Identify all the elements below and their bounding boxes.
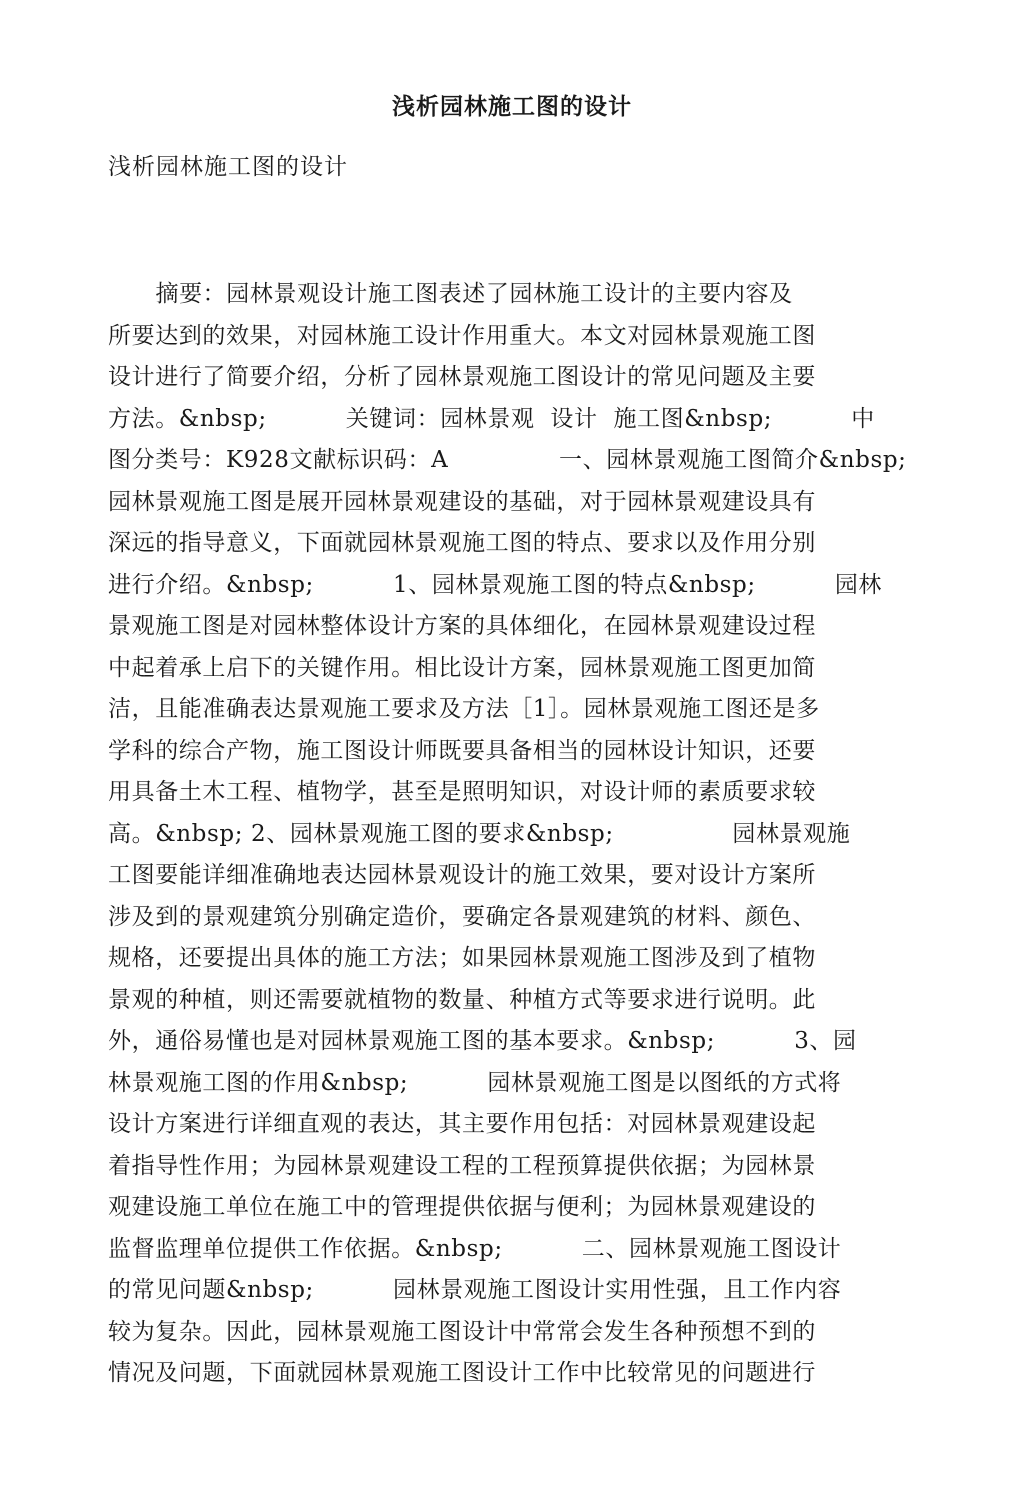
body-line: 着指导性作用；为园林景观建设工程的工程预算提供依据；为园林景 [108, 1152, 816, 1179]
body-line: 所要达到的效果，对园林施工设计作用重大。本文对园林景观施工图 [108, 322, 816, 349]
document-title: 浅析园林施工图的设计 [392, 93, 632, 120]
body-line: 高。&nbsp; 2、园林景观施工图的要求&nbsp; 园林景观施 [108, 820, 851, 847]
body-line: 设计进行了简要介绍，分析了园林景观施工图设计的常见问题及主要 [108, 364, 816, 390]
body-line: 情况及问题，下面就园林景观施工图设计工作中比较常见的问题进行 [108, 1360, 816, 1386]
body-line: 景观施工图是对园林整体设计方案的具体细化，在园林景观建设过程 [108, 613, 816, 639]
body-line: 监督监理单位提供工作依据。&nbsp; 二、园林景观施工图设计 [108, 1235, 842, 1262]
body-line: 中起着承上启下的关键作用。相比设计方案，园林景观施工图更加简 [108, 654, 816, 681]
body-line: 园林景观施工图是展开园林景观建设的基础，对于园林景观建设具有 [108, 488, 816, 515]
body-line: 进行介绍。&nbsp; 1、园林景观施工图的特点&nbsp; 园林 [108, 571, 883, 598]
body-line: 外，通俗易懂也是对园林景观施工图的基本要求。&nbsp; 3、园 [108, 1028, 857, 1054]
body-line: 观建设施工单位在施工中的管理提供依据与便利；为园林景观建设的 [108, 1194, 816, 1220]
body-text [108, 274, 928, 1395]
body-line: 较为复杂。因此，园林景观施工图设计中常常会发生各种预想不到的 [108, 1318, 816, 1345]
body-line: 涉及到的景观建筑分别确定造价，要确定各景观建筑的材料、颜色、 [108, 903, 816, 930]
body-line: 图分类号：K928文献标识码：A 一、园林景观施工图简介&nbsp; [108, 447, 907, 473]
body-line: 学科的综合产物，施工图设计师既要具备相当的园林设计知识，还要 [108, 737, 816, 764]
body-line: 设计方案进行详细直观的表达，其主要作用包括：对园林景观建设起 [108, 1111, 816, 1137]
body-line: 洁，且能准确表达景观施工要求及方法［1］。园林景观施工图还是多 [108, 696, 820, 722]
body-line: 用具备土木工程、植物学，甚至是照明知识，对设计师的素质要求较 [108, 779, 816, 805]
body-line: 规格，还要提出具体的施工方法；如果园林景观施工图涉及到了植物 [108, 945, 816, 971]
body-line: 林景观施工图的作用&nbsp; 园林景观施工图是以图纸的方式将 [108, 1069, 842, 1096]
body-line: 工图要能详细准确地表达园林景观设计的施工效果，要对设计方案所 [108, 862, 816, 888]
body-line: 的常见问题&nbsp; 园林景观施工图设计实用性强，且工作内容 [108, 1277, 842, 1303]
body-line: 摘要：园林景观设计施工图表述了园林施工设计的主要内容及 [108, 281, 793, 307]
body-line: 方法。&nbsp; 关键词：园林景观 设计 施工图&nbsp; 中 [108, 405, 875, 432]
body-line: 深远的指导意义，下面就园林景观施工图的特点、要求以及作用分别 [108, 530, 816, 556]
body-line: 景观的种植，则还需要就植物的数量、种植方式等要求进行说明。此 [108, 986, 816, 1013]
document-subtitle: 浅析园林施工图的设计 [108, 154, 348, 180]
